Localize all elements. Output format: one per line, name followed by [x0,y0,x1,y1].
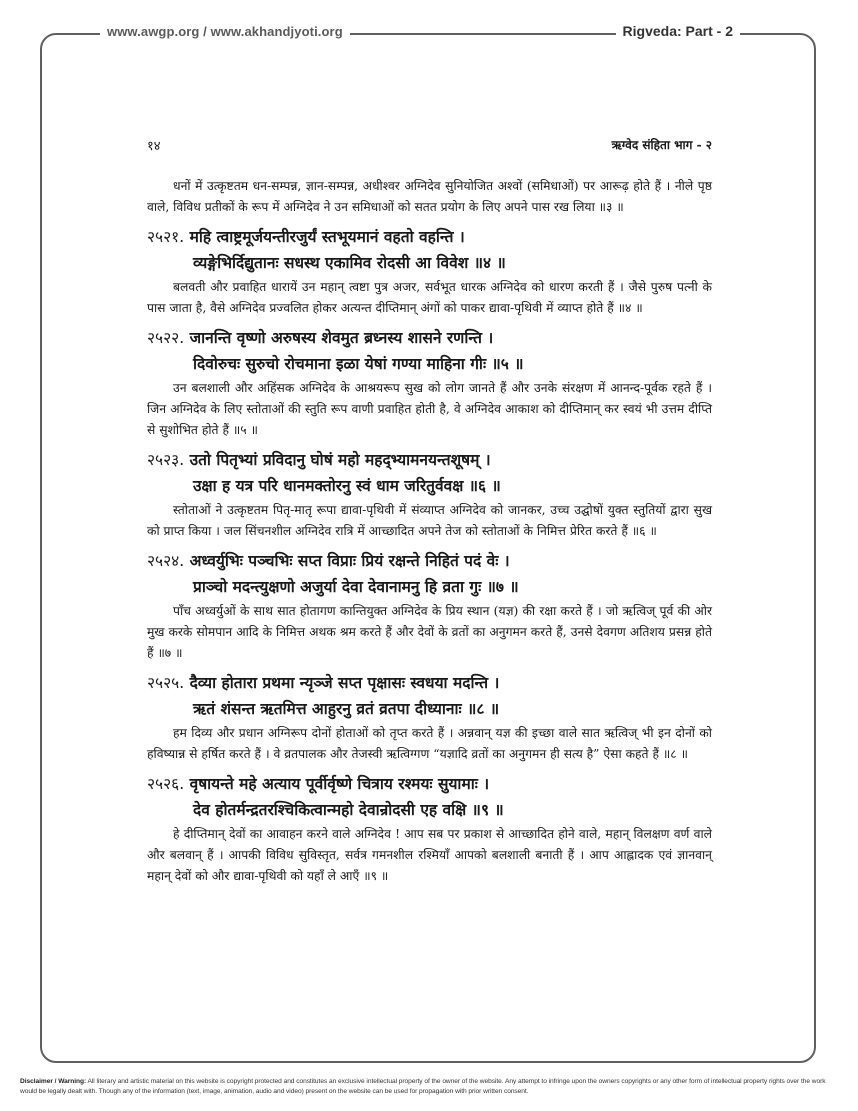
verse-text: महि त्वाष्ट्रमूर्जयन्तीरजुर्यं स्तभूयमानं वहतो वहन्ति । [189,227,465,246]
verse-line-1 [147,447,712,473]
intro-paragraph: धनों में उत्कृष्टतम धन-सम्पन्न, ज्ञान-सम्पन्न, अधीश्वर अग्निदेव सुनियोजित अश्वों (समिधाओं) पर आरूढ़ होते हैं । नीले पृष्ठ वाले, विविध प्रतीकों के रूप में अग्निदेव ने उन समिधाओं को सतत प्रयोग के लिए अपने पास रख लिया ॥३ ॥ [147,179,712,214]
verse-2525 [147,670,712,765]
disclaimer-text: All literary and artistic material on this website is copyright protected and constitutes an exclusive intellectual property of the owner of the website. Any attempt to infringe upon the owners copyrights or any other form of intellectual property rights over the work would be legally dealt with. Though any of the information (text, image, animation, audio and video) present on the website can be used for propagation with prior written consent. [20,1078,826,1095]
verse-line-2: व्यङ्गेभिर्दिद्युतानः सधस्थ एकामिव रोदसी आ विवेश ॥४ ॥ [193,253,506,272]
verse-number: २५२६. [147,775,185,793]
verse-line-2: प्राञ्चो मदन्त्युक्षणो अजुर्या देवा देवानामनु हि व्रता गुः ॥७ ॥ [193,577,519,596]
verse-2526 [147,771,712,887]
verse-line-2: दिवोरुचः सुरुचो रोचमाना इळा येषां गण्या माहिना गीः ॥५ ॥ [193,354,524,373]
verse-text: वृषायन्ते महे अत्याय पूर्वीर्वृष्णे चित्राय रश्मयः सुयामाः । [189,774,490,793]
verse-translation: उन बलशाली और अहिंसक अग्निदेव के आश्रयरूप सुख को लोग जानते हैं और उनके संरक्षण में आनन्द-पूर्वक रहते हैं । जिन अग्निदेव के लिए स्तोताओं की स्तुति रूप वाणी प्रवाहित होती है, वे अग्निदेव आकाश को दीप्तिमान् कर स्वयं भी उत्तम दीप्ति से सुशोभित होते हैं ॥५ ॥ [147,381,712,437]
page-content [147,134,712,887]
verse-translation: स्तोताओं ने उत्कृष्टतम पितृ-मातृ रूपा द्यावा-पृथिवी में संव्याप्त अग्निदेव को जानकर, उच्च उद्घोषों युक्त स्तुतियों द्वारा सुख को प्राप्त किया । जल सिंचनशील अग्निदेव रात्रि में आच्छादित अपने तेज को स्तोताओं के निमित्त प्रेरित करते हैं ॥६ ॥ [147,503,712,538]
disclaimer-label: Disclaimer / Warning: [20,1078,87,1085]
verse-line-1 [147,670,712,696]
verse-line-1 [147,224,712,250]
header-book-title: Rigveda: Part - 2 [616,23,740,39]
verse-text: जानन्ति वृष्णो अरुषस्य शेवमुत ब्रध्नस्य शासने रणन्ति । [189,328,494,347]
verse-text: अध्वर्युभिः पञ्चभिः सप्त विप्राः प्रियं रक्षन्ते निहितं पदं वेः । [189,551,510,570]
verse-line-2: ऋतं शंसन्त ऋतमित्त आहुरनु व्रतं व्रतपा दीध्यानाः ॥८ ॥ [193,699,500,718]
verse-translation: बलवती और प्रवाहित धारायें उन महान् त्वष्टा पुत्र अजर, सर्वभूत धारक अग्निदेव को धारण करती हैं । जैसे पुरुष पत्नी के पास जाता है, वैसे अग्निदेव प्रज्वलित होकर अत्यन्त दीप्तिमान् अंगों को पाकर द्यावा-पृथिवी में व्याप्त होते हैं ॥४ ॥ [147,280,712,315]
verse-number: २५२१. [147,228,185,246]
running-head [147,134,712,154]
verse-2524 [147,548,712,664]
verse-text: उतो पितृभ्यां प्रविदानु घोषं महो महद्भ्यामनयन्तशूषम् । [189,450,491,469]
verse-2522 [147,325,712,441]
page-number: १४ [147,139,161,154]
verse-translation: हे दीप्तिमान् देवों का आवाहन करने वाले अग्निदेव ! आप सब पर प्रकाश से आच्छादित होने वाले, महान् विलक्षण वर्ण वाले और बलवान् हैं । आपकी विविध सुविस्तृत, सर्वत्र गमनशील रश्मियाँ आपको बलशाली बनाती हैं । आप आह्लादक एवं ज्ञानवान् महान् देवों को और द्यावा-पृथिवी को यहाँ ले आएँ ॥९ ॥ [147,827,712,883]
verse-number: २५२५. [147,674,185,692]
verse-2523 [147,447,712,542]
running-title: ऋग्वेद संहिता भाग - २ [611,138,712,152]
verse-number: २५२३. [147,451,185,469]
verse-line-1 [147,548,712,574]
header-site-links: www.awgp.org / www.akhandjyoti.org [100,24,350,39]
verse-2521 [147,224,712,319]
verse-translation: पाँच अध्वर्युओं के साथ सात होतागण कान्तियुक्त अग्निदेव के प्रिय स्थान (यज्ञ) की रक्षा करते हैं । जो ऋत्विज् पूर्व की ओर मुख करके सोमपान आदि के निमित्त अथक श्रम करते हैं और देवों के व्रतों का अनुगमन करते हैं, उनसे देवगण अतिशय प्रसन्न होते हैं ॥७ ॥ [147,604,712,660]
verse-line-2: उक्षा ह यत्र परि धानमक्तोरनु स्वं धाम जरितुर्ववक्ष ॥६ ॥ [193,476,501,495]
verse-number: २५२४. [147,552,185,570]
verse-line-2: देव होतर्मन्द्रतरश्चिकित्वान्महो देवान्रोदसी एह वक्षि ॥९ ॥ [193,800,504,819]
verse-text: दैव्या होतारा प्रथमा न्यृञ्जे सप्त पृक्षासः स्वधया मदन्ति । [189,673,500,692]
verse-line-1 [147,771,712,797]
verse-translation: हम दिव्य और प्रधान अग्निरूप दोनों होताओं को तृप्त करते हैं । अन्नवान् यज्ञ की इच्छा वाले सात ऋत्विज् भी इन दोनों को हविष्यान्न से हर्षित करते हैं । वे व्रतपालक और तेजस्वी ऋत्विग्गण “यज्ञादि व्रतों का अनुगमन ही सत्य है” ऐसा कहते हैं ॥८ ॥ [147,726,712,761]
disclaimer [20,1077,838,1097]
verse-number: २५२२. [147,329,185,347]
verse-line-1 [147,325,712,351]
